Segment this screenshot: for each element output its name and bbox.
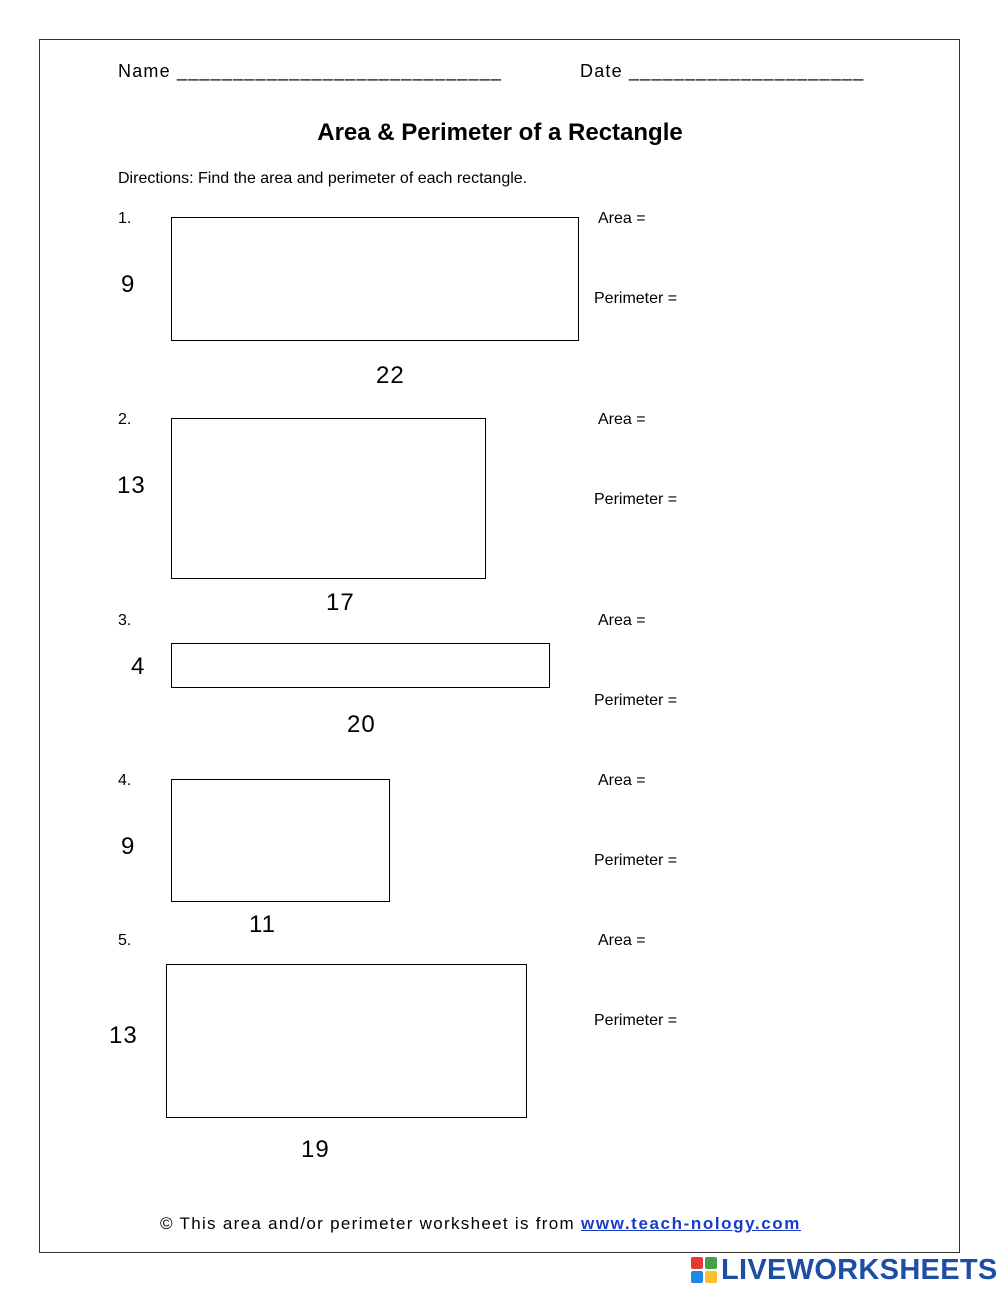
- logo-square-yellow: [705, 1271, 717, 1283]
- problem-5-height: 13: [109, 1022, 138, 1049]
- logo-square-red: [691, 1257, 703, 1269]
- problem-3-width: 20: [347, 711, 376, 738]
- copyright-footer: [160, 1214, 801, 1234]
- problem-5-perimeter-label: Perimeter =: [594, 1012, 678, 1029]
- problem-4-rectangle: [171, 779, 390, 902]
- logo-square-green: [705, 1257, 717, 1269]
- problem-3-height: 4: [131, 653, 146, 680]
- problem-5-width: 19: [301, 1136, 330, 1163]
- problem-2-perimeter-label: Perimeter =: [594, 491, 678, 508]
- problem-2-width: 17: [326, 589, 355, 616]
- problem-5-rectangle: [166, 964, 527, 1118]
- directions-text: Directions: Find the area and perimeter of each rectangle.: [118, 170, 528, 187]
- footer-text: © This area and/or perimeter worksheet is from: [160, 1214, 582, 1233]
- problem-5-area-label: Area =: [598, 932, 646, 949]
- problem-1-area-label: Area =: [598, 210, 646, 227]
- problem-3-number: 3.: [118, 612, 132, 629]
- problem-1-number: 1.: [118, 210, 132, 227]
- liveworksheets-logo-text: LIVEWORKSHEETS: [721, 1253, 998, 1286]
- problem-3-perimeter-label: Perimeter =: [594, 692, 678, 709]
- problem-2-number: 2.: [118, 411, 132, 428]
- problem-5-number: 5.: [118, 932, 132, 949]
- problem-3-area-label: Area =: [598, 612, 646, 629]
- problem-4-height: 9: [121, 833, 136, 860]
- problem-4-number: 4.: [118, 772, 132, 789]
- problem-2-area-label: Area =: [598, 411, 646, 428]
- problem-4-width: 11: [249, 911, 276, 938]
- liveworksheets-logo: [691, 1254, 998, 1286]
- problem-1-width: 22: [376, 362, 405, 389]
- problem-1-perimeter-label: Perimeter =: [594, 290, 678, 307]
- liveworksheets-logo-icon: [691, 1257, 717, 1283]
- teach-nology-link[interactable]: www.teach-nology.com: [581, 1214, 801, 1233]
- date-field-label: Date _____________________: [580, 61, 865, 81]
- problem-2-rectangle: [171, 418, 486, 579]
- problem-3-rectangle: [171, 643, 550, 688]
- problem-4-perimeter-label: Perimeter =: [594, 852, 678, 869]
- name-field-label: Name _____________________________: [118, 61, 503, 81]
- problem-4-area-label: Area =: [598, 772, 646, 789]
- problem-1-height: 9: [121, 271, 136, 298]
- page-title: Area & Perimeter of a Rectangle: [317, 119, 683, 146]
- logo-square-blue: [691, 1271, 703, 1283]
- problem-2-height: 13: [117, 472, 146, 499]
- problem-1-rectangle: [171, 217, 579, 341]
